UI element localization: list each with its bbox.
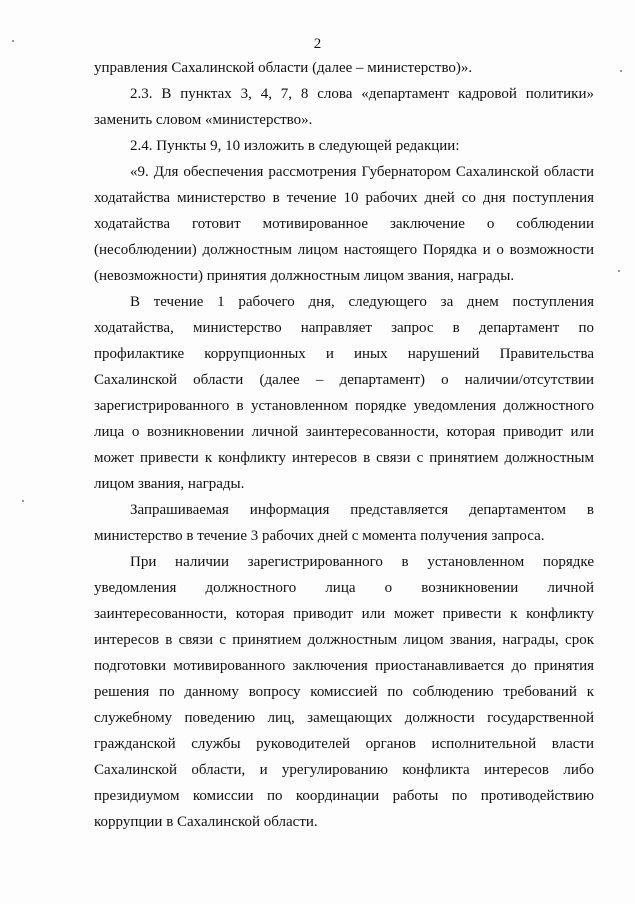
paragraph-2-4: 2.4. Пункты 9, 10 изложить в следующей редакции: (130, 138, 460, 154)
paragraph-suspension: При наличии зарегистрированного в установленном порядке уведомления должностного лица о возникновении личной заинтересованности, которая приводит или может привести к конфликту интересов в связи с принятием должностным лицом звания, награды, срок подготовки мотивированного заключения приостанавливается до принятия решения по данному вопросу комиссией по соблюдению требований к служебному поведению лиц, замещающих должности государственной гражданской службы руководителей органов исполнительной власти Сахалинской области, и урегулированию конфликта интересов либо президиумом комиссии по координации работы по противодействию коррупции в Сахалинской области. (94, 554, 594, 830)
paragraph-information: Запрашиваемая информация представляется департаментом в министерство в течение 3 рабочих дней с момента получения запроса. (94, 502, 594, 544)
paragraph-item-9: «9. Для обеспечения рассмотрения Губернатором Сахалинской области ходатайства министерство в течение 10 рабочих дней со дня поступления ходатайства готовит мотивированное заключение о соблюдении (несоблюдении) должностным лицом настоящего Порядка и о возможности (невозможности) принятия должностным лицом звания, награды. (94, 164, 594, 284)
scan-speck (620, 70, 622, 72)
page-number: 2 (313, 36, 322, 52)
paragraph-request: В течение 1 рабочего дня, следующего за днем поступления ходатайства, министерство направляет запрос в департамент по профилактике коррупционных и иных нарушений Правительства Сахалинской области (далее – департамент) о наличии/отсутствии зарегистрированного в установленном порядке уведомления должностного лица о возникновении личной заинтересованности, которая приводит или может привести к конфликту интересов в связи с принятием должностным лицом звания, награды. (94, 294, 594, 492)
scan-speck (22, 500, 24, 502)
scan-speck (618, 270, 620, 272)
scan-speck (12, 40, 14, 42)
paragraph-2-3: 2.3. В пунктах 3, 4, 7, 8 слова «департамент кадровой политики» заменить словом «министерство». (94, 86, 594, 128)
document-body (94, 55, 594, 835)
paragraph-continuation: управления Сахалинской области (далее – министерство)». (94, 60, 473, 76)
